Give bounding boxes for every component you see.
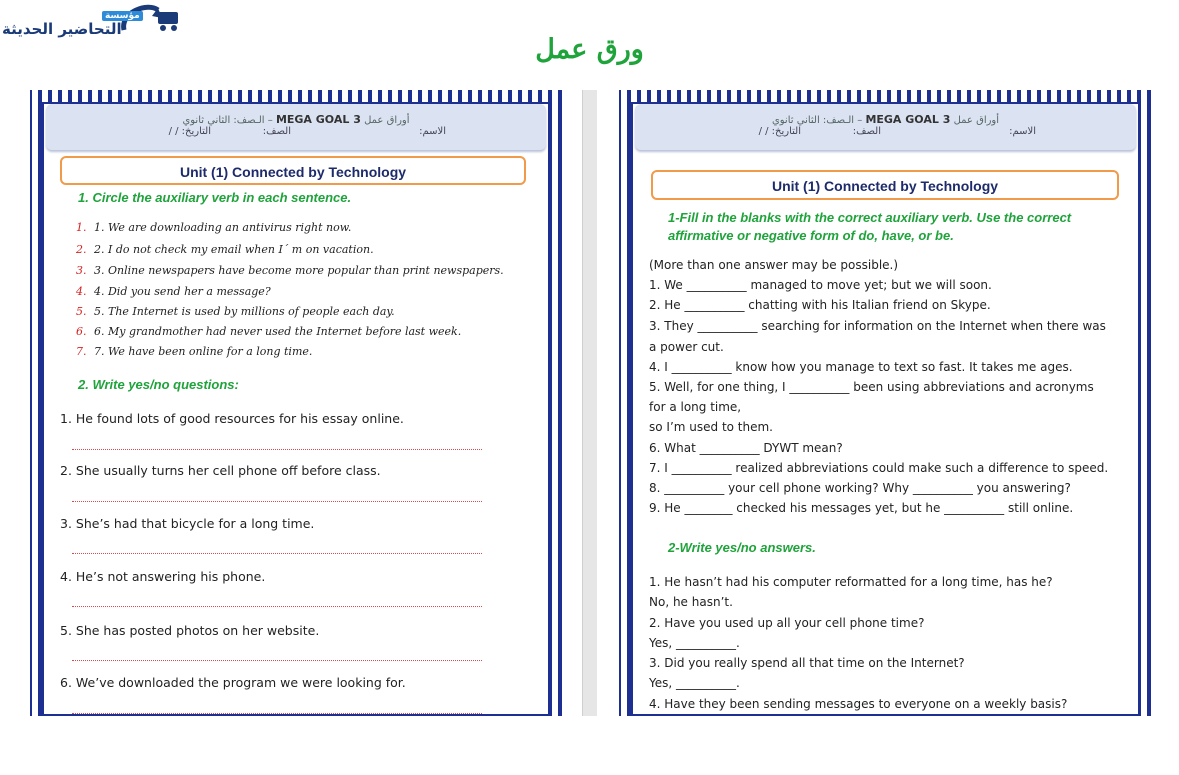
section-1-heading: 1. Circle the auxiliary verb in each sentence. — [78, 190, 352, 205]
date-label: التاريخ: / / — [758, 126, 801, 137]
worksheet-left — [30, 90, 562, 716]
sentence-4: 4. 4. Did you send her a message? — [76, 285, 271, 298]
fill-line-1: 1. We __________ managed to move yet; but we will soon. — [649, 278, 992, 292]
page-divider — [582, 90, 597, 716]
fill-line-7: for a long time, — [649, 400, 742, 414]
answer-line-1: 1. He hasn’t had his computer reformatted for a long time, has he? — [649, 575, 1053, 589]
fill-line-3: 3. They __________ searching for information on the Internet when there was — [649, 319, 1106, 333]
answer-line-6[interactable] — [72, 713, 482, 714]
question-3: 3. She’s had that bicycle for a long time. — [60, 516, 315, 531]
fill-line-0: (More than one answer may be possible.) — [649, 258, 899, 272]
answer-line-4[interactable] — [72, 606, 482, 607]
section-1-heading-line-2: affirmative or negative form of do, have, or be. — [668, 228, 954, 243]
unit-title-box: Unit (1) Connected by Technology — [60, 156, 526, 185]
answer-line-1[interactable] — [72, 449, 482, 450]
unit-title-box: Unit (1) Connected by Technology — [651, 170, 1119, 200]
page-title: ورق عمل — [535, 34, 644, 65]
question-6: 6. We’ve downloaded the program we were looking for. — [60, 675, 406, 690]
fill-line-10: 7. I __________ realized abbreviations could make such a difference to speed. — [649, 461, 1109, 475]
worksheet-header: أوراق عمل MEGA GOAL 3 – الـصف: الثاني ثانوي الاسم: الصف: التاريخ: / / — [635, 104, 1136, 150]
sentence-1: 1. 1. We are downloading an antivirus right now. — [76, 221, 352, 234]
answer-line-5: 3. Did you really spend all that time on the Internet? — [649, 656, 965, 670]
answer-line-3: 2. Have you used up all your cell phone time? — [649, 616, 925, 630]
worksheet-right — [619, 90, 1152, 716]
section-2-heading: 2. Write yes/no questions: — [78, 377, 239, 392]
sentence-7: 7. 7. We have been online for a long time. — [76, 345, 313, 358]
answer-line-5[interactable] — [72, 660, 482, 661]
answer-line-6: Yes, __________. — [649, 676, 740, 690]
question-2: 2. She usually turns her cell phone off before class. — [60, 463, 381, 478]
logo-small-text: مؤسسة — [102, 11, 143, 21]
name-label: الاسم: — [1009, 126, 1036, 137]
fill-line-4: a power cut. — [649, 340, 724, 354]
question-1: 1. He found lots of good resources for his essay online. — [60, 411, 404, 426]
answer-line-4: Yes, __________. — [649, 636, 740, 650]
answer-line-2[interactable] — [72, 501, 482, 502]
class-label: الصف: — [852, 126, 881, 137]
fill-line-12: 9. He ________ checked his messages yet, but he __________ still online. — [649, 501, 1074, 515]
fill-line-2: 2. He __________ chatting with his Italian friend on Skype. — [649, 298, 991, 312]
question-5: 5. She has posted photos on her website. — [60, 623, 320, 638]
section-1-heading-line-1: 1-Fill in the blanks with the correct auxiliary verb. Use the correct — [668, 210, 1072, 225]
answer-line-3[interactable] — [72, 553, 482, 554]
worksheet-header: أوراق عمل MEGA GOAL 3 – الـصف: الثاني ثانوي الاسم: الصف: التاريخ: / / — [46, 104, 546, 150]
section-2-heading: 2-Write yes/no answers. — [668, 540, 816, 555]
answer-line-2: No, he hasn’t. — [649, 595, 733, 609]
fill-line-5: 4. I __________ know how you manage to text so fast. It takes me ages. — [649, 360, 1073, 374]
sentence-3: 3. 3. Online newspapers have become more popular than print newspapers. — [76, 264, 504, 277]
fill-line-11: 8. __________ your cell phone working? Why __________ you answering? — [649, 481, 1071, 495]
sentence-2: 2. 2. I do not check my email when I´ m on vacation. — [76, 243, 374, 256]
logo-brand-text: التحاضير الحديثة — [2, 20, 122, 38]
class-label: الصف: — [262, 126, 291, 137]
question-4: 4. He’s not answering his phone. — [60, 569, 266, 584]
fill-line-6: 5. Well, for one thing, I __________ been using abbreviations and acronyms — [649, 380, 1094, 394]
sentence-5: 5. 5. The Internet is used by millions of people each day. — [76, 305, 395, 318]
name-label: الاسم: — [419, 126, 446, 137]
fill-line-9: 6. What __________ DYWT mean? — [649, 441, 843, 455]
fill-line-8: so I’m used to them. — [649, 420, 773, 434]
answer-line-7: 4. Have they been sending messages to everyone on a weekly basis? — [649, 697, 1068, 711]
date-label: التاريخ: / / — [168, 126, 211, 137]
sentence-6: 6. 6. My grandmother had never used the Internet before last week. — [76, 325, 462, 338]
